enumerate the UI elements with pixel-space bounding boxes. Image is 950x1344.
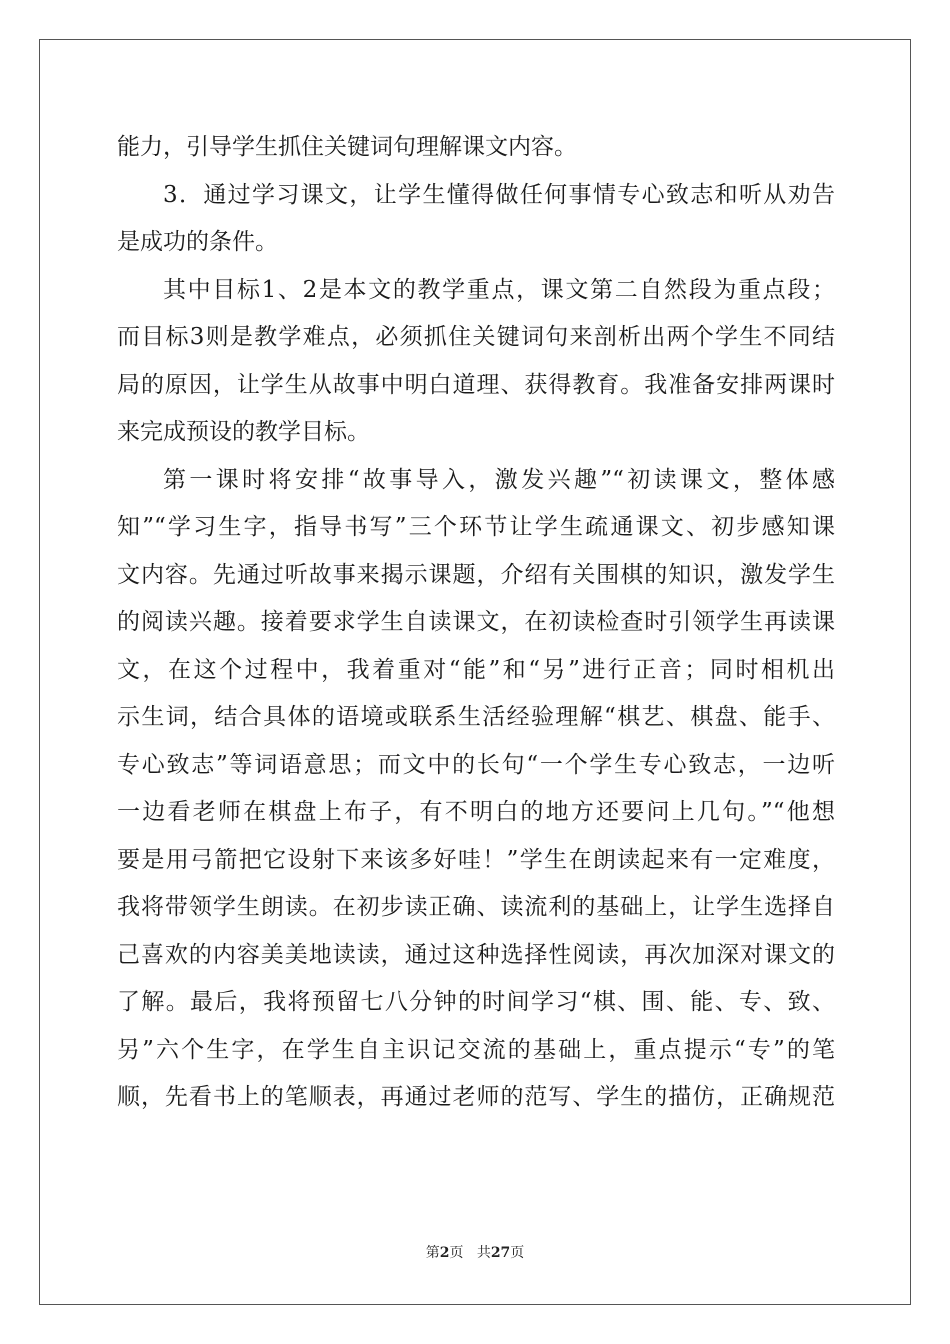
page-prefix: 第 (425, 1245, 440, 1261)
text-line: 其中目标1、2是本文的教学重点，课文第二自然段为重点段； (163, 276, 835, 303)
text-line: 专心致志”等词语意思；而文中的长句“一个学生专心致志，一边听 (117, 751, 835, 778)
total-pages: 27 (490, 1245, 511, 1261)
text-line: 文内容。先通过听故事来揭示课题，介绍有关围棋的知识，激发学生 (117, 561, 835, 588)
text-line: 顺，先看书上的笔顺表，再通过老师的范写、学生的描仿，正确规范 (117, 1084, 835, 1110)
total-prefix: 共 (476, 1245, 491, 1261)
total-suffix: 页 (510, 1245, 525, 1261)
text-line: 是成功的条件。 (117, 229, 278, 255)
text-line: 文，在这个过程中，我着重对“能”和“另”进行正音；同时相机出 (117, 656, 835, 683)
text-line: 了解。最后，我将预留七八分钟的时间学习“棋、围、能、专、致、 (117, 989, 835, 1015)
text-line: 一边看老师在棋盘上布子，有不明白的地方还要问上几句。”“他想 (117, 799, 835, 825)
text-line: 来完成预设的教学目标。 (117, 419, 370, 445)
text-line: 要是用弓箭把它设射下来该多好哇！”学生在朗读起来有一定难度， (117, 846, 835, 873)
text-line: 的阅读兴趣。接着要求学生自读课文，在初读检查时引领学生再读课 (117, 609, 835, 635)
text-line: 能力，引导学生抓住关键词句理解课文内容。 (117, 134, 577, 160)
document-body (117, 124, 835, 1122)
text-line: 局的原因，让学生从故事中明白道理、获得教育。我准备安排两课时 (117, 371, 835, 398)
text-line: 己喜欢的内容美美地读读，通过这种选择性阅读，再次加深对课文的 (117, 941, 835, 968)
text-line: 知”“学习生字，指导书写”三个环节让学生疏通课文、初步感知课 (117, 514, 835, 540)
page-footer (0, 1242, 950, 1262)
page-suffix: 页 (449, 1245, 464, 1261)
text-line: 我将带领学生朗读。在初步读正确、读流利的基础上，让学生选择自 (117, 894, 835, 920)
text-line: 示生词，结合具体的语境或联系生活经验理解“棋艺、棋盘、能手、 (117, 704, 835, 730)
text-line: 另”六个生字，在学生自主识记交流的基础上，重点提示“专”的笔 (117, 1036, 835, 1063)
text-line: 而目标3则是教学难点，必须抓住关键词句来剖析出两个学生不同结 (117, 324, 835, 350)
text-line: 第一课时将安排“故事导入，激发兴趣”“初读课文，整体感 (163, 466, 835, 493)
text-line: 3．通过学习课文，让学生懂得做任何事情专心致志和听从劝告 (163, 181, 835, 208)
page-number: 2 (439, 1245, 450, 1261)
